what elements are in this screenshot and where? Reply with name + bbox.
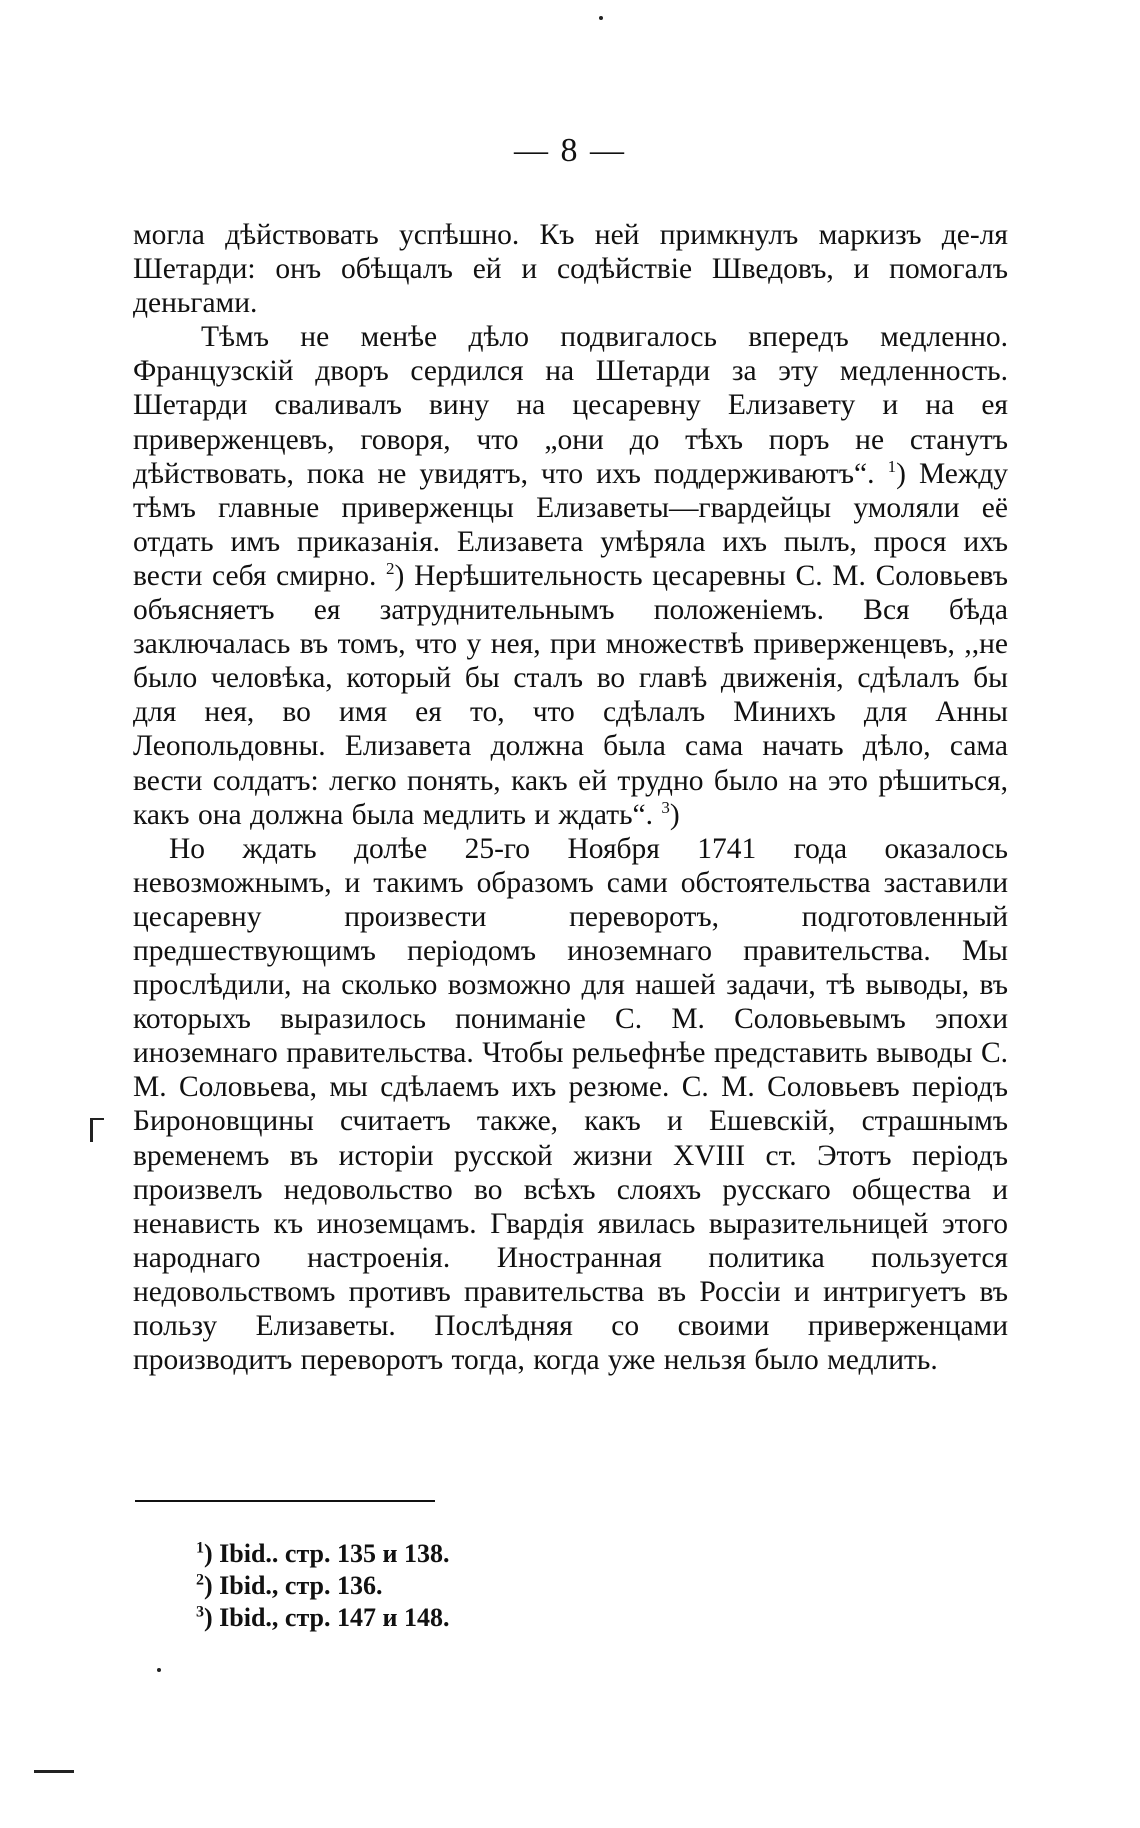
footnote-3-mark: 3 [196,1603,204,1621]
body-text [133,218,1008,1377]
footnote-ref-2: 2 [386,559,395,579]
paragraph-3 [133,832,1008,1378]
paragraph-2: Тѣмъ не менѣе дѣло подвигалось впередъ медленно. Французскій дворъ сердился на Шетарди за эту медленность. Шетарди сваливалъ вину на цесаревну Елизавету и на ея приверженцевъ, говоря, что „они до тѣхъ поръ не станутъ дѣйствовать, пока не увидятъ, что ихъ поддерживаютъ“. $^1$) Между тѣмъ главные приверженцы Елизаветы—гвардейцы умоляли её отдать имъ приказанія. Елизавета умѣряла ихъ пылъ, прося ихъ вести себя смирно. $^2$) Нерѣшительность цесаревны С. М. Соловьевъ объясняетъ ея затруднительнымъ положеніемъ. Вся бѣда заключалась въ томъ, что у нея, при множествѣ приверженцевъ, ,,не было человѣка, который бы сталъ во главѣ движенія, сдѣлалъ бы для нея, во имя ея то, что сдѣлалъ Минихъ для Анны Леопольдовны. Елизавета должна была сама начать дѣло, сама вести солдатъ: легко понять, какъ ей трудно было на это рѣшиться, какъ она должна была медлить и ждать“. $^3$) [133,321,1009,831]
paragraph-1-text: могла дѣйствовать успѣшно. Къ ней примкнулъ маркизъ де-ля Шетарди: онъ обѣщалъ ей и содѣйствіе Шведовъ, и помогалъ деньгами. [133,219,1008,320]
margin-mark-left [90,1118,93,1142]
stray-dot-top [599,16,603,20]
footnote-1-mark: 1 [196,1539,204,1557]
paragraph-2-text-b: Между тѣмъ главные приверженцы Елизаветы—гвардейцы умоляли её отдать имъ приказанія. Елизавета умѣряла ихъ пылъ, прося ихъ вести себя смирно. [133,457,1009,592]
footnote-1 [196,1538,450,1570]
paragraph-1 [133,218,1008,320]
stray-dot-bottom [157,1668,161,1672]
page-number: — 8 — [514,132,626,169]
margin-mark-left-top [90,1118,104,1120]
stray-dash [34,1770,74,1773]
footnotes [196,1538,450,1634]
footnote-ref-3: 3 [661,797,670,817]
footnote-ref-1: 1 [887,456,897,476]
paragraph-2-text-c: Нерѣшительность цесаревны С. М. Соловьевъ объясняетъ ея затруднительнымъ положеніемъ. Вся бѣда заключалась въ томъ, что у нея, при множествѣ приверженцевъ, ,,не было человѣка, который бы сталъ во главѣ движенія, сдѣлалъ бы для нея, во имя ея то, что сдѣлалъ Минихъ для Анны Леопольдовны. Елизавета должна была сама начать дѣло, сама вести солдатъ: легко понять, какъ ей трудно было на это рѣшиться, какъ она должна была медлить и ждать“. [133,559,1009,831]
footnote-2-mark: 2 [196,1571,204,1589]
paragraph-3-text: Но ждать долѣе 25-го Ноября 1741 года оказалось невозможнымъ, и такимъ образомъ сами обстоятельства заставили цесаревну произвести переворотъ, подготовленный предшествующимъ періодомъ иноземнаго правительства. Мы прослѣдили, на сколько возможно для нашей задачи, тѣ выводы, въ которыхъ выразилось пониманіе С. М. Соловьевымъ эпохи иноземнаго правительства. Чтобы рельефнѣе представить выводы С. М. Соловьева, мы сдѣлаемъ ихъ резюме. С. М. Соловьевъ періодъ Бироновщины считаетъ также, какъ и Ешевскій, страшнымъ временемъ въ исторіи русской жизни XVIII ст. Этотъ періодъ произвелъ недовольство во всѣхъ слояхъ русскаго общества и ненависть къ иноземцамъ. Гвардія явилась выразительницей этого народнаго настроенія. Иностранная политика пользуется недовольствомъ противъ правительства въ Россіи и интригуетъ въ пользу Елизаветы. Послѣдняя со своими приверженцами производитъ переворотъ тогда, когда уже нельзя было медлить. [133,832,1008,1377]
paragraph-2-text-a: Тѣмъ не менѣе дѣло подвигалось впередъ медленно. Французскій дворъ сердился на Шетарди за эту медленность. Шетарди сваливалъ вину на цесаревну Елизавету и на ея приверженцевъ, говоря, что „они до тѣхъ поръ не станутъ дѣйствовать, пока не увидятъ, что ихъ поддерживаютъ“. [133,321,1008,490]
footnote-2 [196,1570,450,1602]
footnote-3 [196,1602,450,1634]
footnote-1-text: ) Ibid.. стр. 135 и 138. [204,1539,450,1568]
footnote-2-text: ) Ibid., стр. 136. [204,1571,383,1600]
footnote-3-text: ) Ibid., стр. 147 и 148. [204,1603,450,1632]
footnote-divider [135,1500,435,1502]
